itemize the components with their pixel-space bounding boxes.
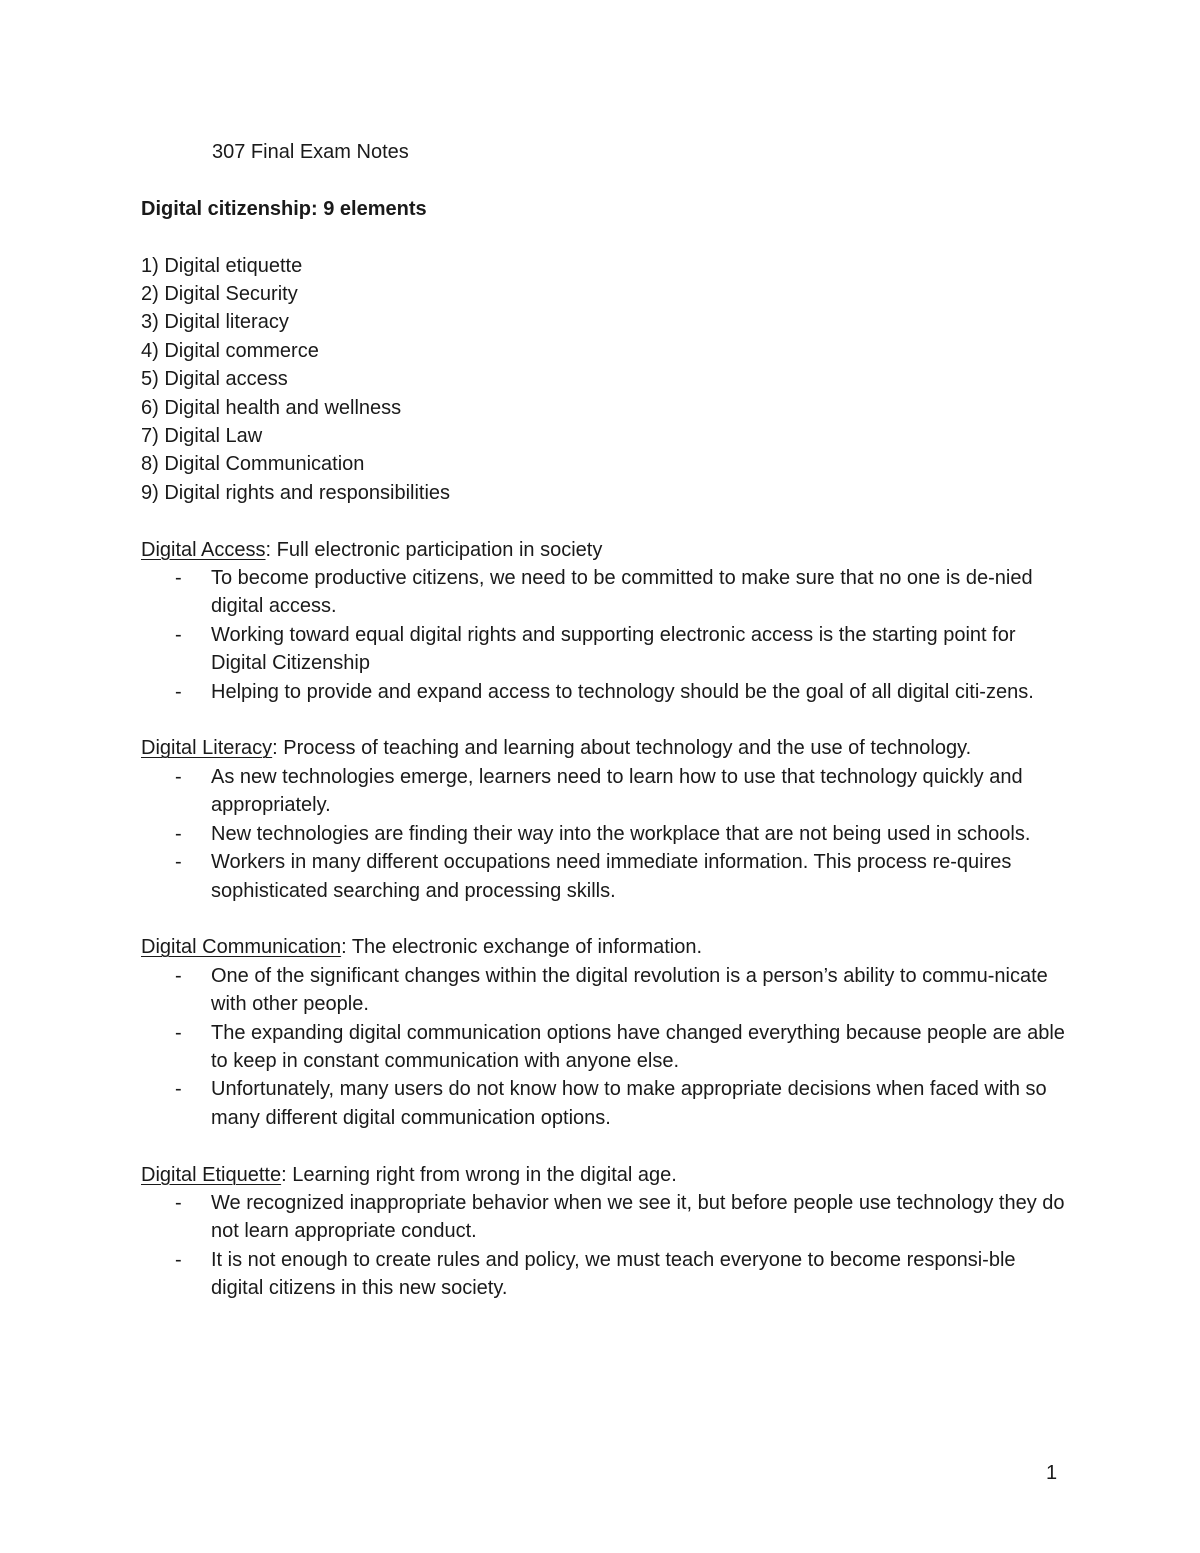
section-definition: : Learning right from wrong in the digital age. [281, 1163, 677, 1186]
list-item: 4) Digital commerce [141, 339, 319, 362]
section-term-line [141, 1161, 1066, 1189]
section-definition: : The electronic exchange of information. [341, 936, 703, 959]
bullet-marker: - [175, 851, 182, 874]
blank-line [141, 1132, 1066, 1160]
list-item: 7) Digital Law [141, 425, 263, 448]
bullet-marker: - [175, 1078, 182, 1101]
bullet-text: The expanding digital communication options have changed everything because people are able to keep in constant communication with anyone else. [211, 1021, 1065, 1072]
bullet-marker: - [175, 567, 182, 590]
bullet-text: Unfortunately, many users do not know how to make appropriate decisions when faced with so many different digital communication options. [211, 1078, 1047, 1129]
section-definition: : Process of teaching and learning about technology and the use of technology. [272, 737, 972, 760]
bullet-list [141, 1189, 1066, 1303]
section-term: Digital Etiquette [141, 1163, 282, 1186]
section-term-line [141, 536, 1066, 564]
bullet-marker: - [175, 765, 182, 788]
bullet-text: It is not enough to create rules and policy, we must teach everyone to become responsi-ble digital citizens in this new society. [211, 1248, 1016, 1300]
bullet-text: As new technologies emerge, learners need to learn how to use that technology quickly and appropriately. [211, 765, 1023, 817]
bullet-item [141, 621, 1066, 678]
bullet-text: One of the significant changes within the digital revolution is a person’s ability to commu-nicate with other people. [211, 964, 1048, 1016]
list-item: 3) Digital literacy [141, 311, 289, 334]
bullet-item [141, 820, 1066, 848]
bullet-marker: - [175, 680, 182, 703]
bullet-item [141, 678, 1066, 706]
elements-list [141, 252, 1066, 508]
bullet-text: We recognized inappropriate behavior when we see it, but before people use technology they do not learn appropriate conduct. [211, 1191, 1065, 1243]
section-term: Digital Access [141, 538, 266, 561]
section-definition: : Full electronic participation in society [265, 538, 603, 561]
bullet-marker: - [175, 1191, 182, 1214]
bullet-text: New technologies are finding their way into the workplace that are not being used in schools. [211, 822, 1031, 845]
bullet-marker: - [175, 822, 182, 845]
section-digital-etiquette [141, 1161, 1066, 1303]
section-digital-literacy [141, 734, 1066, 904]
page-number: 1 [1046, 1462, 1058, 1484]
section-digital-access [141, 536, 1066, 706]
bullet-marker: - [175, 623, 182, 646]
section-term: Digital Communication [141, 936, 342, 959]
list-item: 6) Digital health and wellness [141, 396, 402, 419]
section-heading: Digital citizenship: 9 elements [141, 197, 427, 220]
bullet-marker: - [175, 1248, 182, 1271]
blank-line [141, 706, 1066, 734]
bullet-item [141, 848, 1066, 905]
list-item: 8) Digital Communication [141, 453, 365, 476]
list-item: 1) Digital etiquette [141, 254, 303, 277]
blank-line [141, 905, 1066, 933]
bullet-text: To become productive citizens, we need to be committed to make sure that no one is de-nied digital access. [211, 567, 1033, 618]
bullet-item [141, 962, 1066, 1019]
bullet-list [141, 564, 1066, 706]
section-term: Digital Literacy [141, 737, 273, 760]
list-item: 2) Digital Security [141, 283, 298, 305]
bullet-item [141, 1246, 1066, 1303]
blank-line [141, 166, 1066, 194]
bullet-item [141, 1019, 1066, 1076]
blank-line [141, 507, 1066, 535]
bullet-list [141, 962, 1066, 1132]
bullet-item [141, 564, 1066, 621]
bullet-item [141, 763, 1066, 820]
bullet-item [141, 1075, 1066, 1132]
bullet-text: Workers in many different occupations need immediate information. This process re-quires sophisticated searching and processing skills. [211, 851, 1012, 902]
page-content [141, 138, 1066, 1303]
bullet-item [141, 1189, 1066, 1246]
document-title: 307 Final Exam Notes [212, 141, 409, 163]
section-term-line [141, 734, 1066, 762]
bullet-marker: - [175, 1021, 182, 1044]
section-digital-communication [141, 933, 1066, 1132]
bullet-marker: - [175, 964, 182, 987]
list-item: 5) Digital access [141, 368, 288, 391]
bullet-list [141, 763, 1066, 905]
blank-line [141, 223, 1066, 251]
bullet-text: Helping to provide and expand access to technology should be the goal of all digital citi-zens. [211, 680, 1034, 703]
bullet-text: Working toward equal digital rights and supporting electronic access is the starting point for Digital Citizenship [211, 623, 1016, 675]
list-item: 9) Digital rights and responsibilities [141, 481, 451, 504]
section-term-line [141, 933, 1066, 961]
